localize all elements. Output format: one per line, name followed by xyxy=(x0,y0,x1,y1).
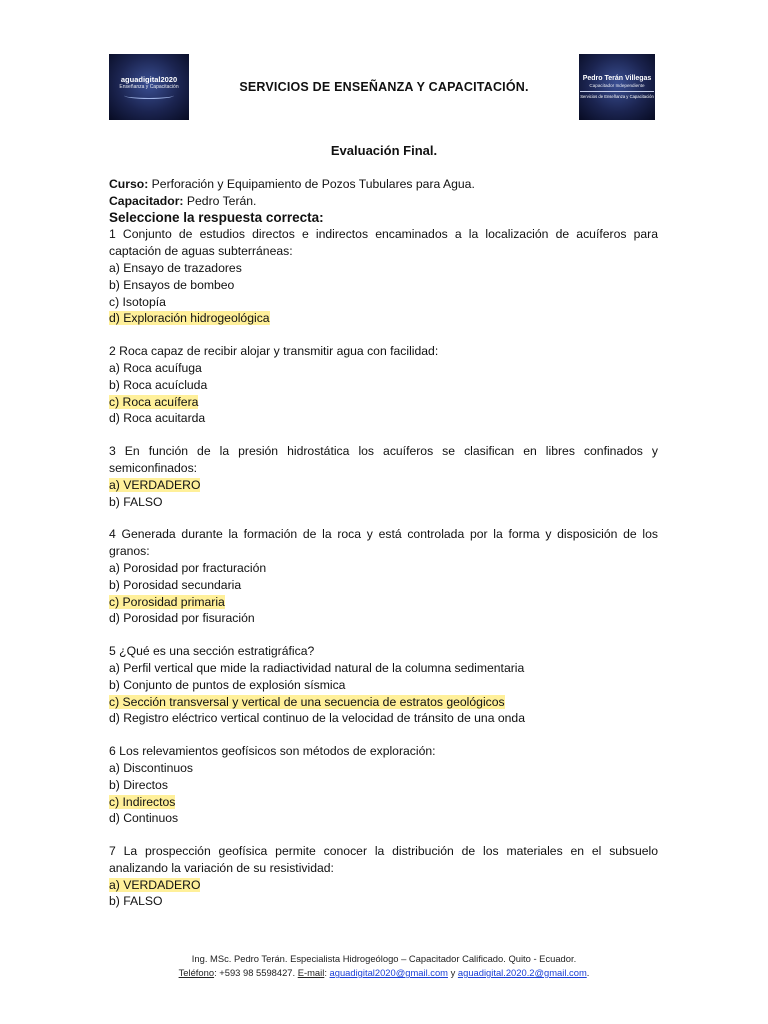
correct-answer-highlight: c) Porosidad primaria xyxy=(109,594,225,609)
answer-option xyxy=(109,877,658,894)
course-line xyxy=(109,176,658,193)
correct-answer-highlight: d) Exploración hidrogeológica xyxy=(109,311,270,326)
answer-option xyxy=(109,477,658,494)
answer-option-label: d) Roca acuitarda xyxy=(109,411,206,426)
answer-option-label: c) Isotopía xyxy=(109,294,166,309)
answer-option xyxy=(109,594,658,611)
correct-answer-highlight: c) Sección transversal y vertical de una secuencia de estratos geológicos xyxy=(109,694,505,709)
trainer-value: Pedro Terán. xyxy=(183,193,257,208)
wave-icon xyxy=(124,92,174,99)
email-joiner: y xyxy=(447,967,458,978)
answer-option xyxy=(109,260,658,277)
answer-option xyxy=(109,777,658,794)
correct-answer-highlight: a) VERDADERO xyxy=(109,477,201,492)
question-text: 4 Generada durante la formación de la roca y está controlada por la forma y disposición de los granos: xyxy=(109,527,658,559)
answer-option-label: b) FALSO xyxy=(109,894,163,909)
question-block xyxy=(109,743,658,827)
correct-answer-highlight: a) VERDADERO xyxy=(109,877,201,892)
answer-option xyxy=(109,660,658,677)
answer-option-label: b) Conjunto de puntos de explosión sísmica xyxy=(109,677,346,692)
answer-option xyxy=(109,294,658,311)
answer-option xyxy=(109,494,658,511)
email-label: E-mail xyxy=(297,967,325,978)
answer-option-label: b) FALSO xyxy=(109,494,163,509)
email-link-1[interactable]: aguadigital2020@gmail.com xyxy=(329,967,448,978)
trainer-label: Capacitador: xyxy=(109,193,184,208)
answer-option xyxy=(109,610,658,627)
answer-option xyxy=(109,277,658,294)
header-title: SERVICIOS DE ENSEÑANZA Y CAPACITACIÓN. xyxy=(239,80,529,94)
question-text: 5 ¿Qué es una sección estratigráfica? xyxy=(109,644,315,659)
page-footer xyxy=(0,952,768,980)
answer-option xyxy=(109,394,658,411)
answer-option xyxy=(109,360,658,377)
aguadigital-logo xyxy=(109,54,189,120)
answer-option-label: b) Roca acuícluda xyxy=(109,377,208,392)
answer-option xyxy=(109,810,658,827)
answer-option xyxy=(109,694,658,711)
correct-answer-highlight: c) Roca acuífera xyxy=(109,394,199,409)
correct-answer-highlight: c) Indirectos xyxy=(109,794,176,809)
phone-value: : +593 98 5598427. xyxy=(214,967,298,978)
answer-option-label: b) Directos xyxy=(109,777,168,792)
document-title: Evaluación Final. xyxy=(330,143,438,158)
trainer-line xyxy=(109,193,658,210)
question-block xyxy=(109,343,658,427)
answer-option-label: d) Registro eléctrico vertical continuo de la velocidad de tránsito de una onda xyxy=(109,711,525,726)
footer-credits: Ing. MSc. Pedro Terán. Especialista Hidrogeólogo – Capacitador Calificado. Quito - Ecuador. xyxy=(191,953,577,964)
answer-option-label: a) Porosidad por fracturación xyxy=(109,560,267,575)
answer-option xyxy=(109,794,658,811)
question-block xyxy=(109,843,658,910)
question-list xyxy=(109,226,658,910)
logo-right-line2: Capacitador Independiente xyxy=(589,82,645,88)
answer-option xyxy=(109,410,658,427)
question-text: 1 Conjunto de estudios directos e indirectos encaminados a la localización de acuíferos para captación de aguas subterráneas: xyxy=(109,227,658,259)
answer-option xyxy=(109,560,658,577)
answer-option-label: d) Continuos xyxy=(109,811,179,826)
answer-option-label: a) Roca acuífuga xyxy=(109,360,202,375)
footer-end: . xyxy=(586,967,590,978)
logo-left-line1: aguadigital2020 xyxy=(120,75,178,84)
logo-right-line3: Servicios de Enseñanza y Capacitación xyxy=(580,91,654,99)
answer-option xyxy=(109,677,658,694)
answer-option xyxy=(109,760,658,777)
answer-option-label: a) Ensayo de trazadores xyxy=(109,260,242,275)
answer-option-label: b) Ensayos de bombeo xyxy=(109,277,235,292)
email-link-2[interactable]: aguadigital.2020.2@gmail.com xyxy=(457,967,587,978)
answer-option-label: d) Porosidad por fisuración xyxy=(109,611,255,626)
course-label: Curso: xyxy=(109,177,149,191)
answer-option xyxy=(109,310,658,327)
answer-option-label: a) Perfil vertical que mide la radiactividad natural de la columna sedimentaria xyxy=(109,660,525,675)
answer-option-label: a) Discontinuos xyxy=(109,760,193,775)
logo-right-line1: Pedro Terán Villegas xyxy=(582,74,652,82)
question-block xyxy=(109,226,658,327)
instructions-heading: Seleccione la respuesta correcta: xyxy=(109,209,324,225)
question-block xyxy=(109,643,658,727)
answer-option xyxy=(109,377,658,394)
answer-option-label: b) Porosidad secundaria xyxy=(109,577,242,592)
question-block xyxy=(109,526,658,627)
document-body xyxy=(109,176,658,926)
question-text: 7 La prospección geofísica permite conocer la distribución de los materiales en el subsuelo analizando la variación de su resistividad: xyxy=(109,844,658,875)
question-block xyxy=(109,443,658,510)
answer-option xyxy=(109,893,658,910)
question-text: 6 Los relevamientos geofísicos son métodos de exploración: xyxy=(109,744,436,759)
question-text: 3 En función de la presión hidrostática los acuíferos se clasifican en libres confinados y semiconfinados: xyxy=(109,444,658,475)
pedro-teran-logo xyxy=(579,54,655,120)
logo-left-line2: Enseñanza y Capacitación xyxy=(119,84,179,90)
footer-contact xyxy=(0,966,768,980)
email-separator: : xyxy=(324,967,330,978)
phone-label: Teléfono xyxy=(178,967,215,978)
course-value: Perforación y Equipamiento de Pozos Tubulares para Agua. xyxy=(148,177,475,191)
question-text: 2 Roca capaz de recibir alojar y transmitir agua con facilidad: xyxy=(109,344,439,359)
answer-option xyxy=(109,710,658,727)
answer-option xyxy=(109,577,658,594)
